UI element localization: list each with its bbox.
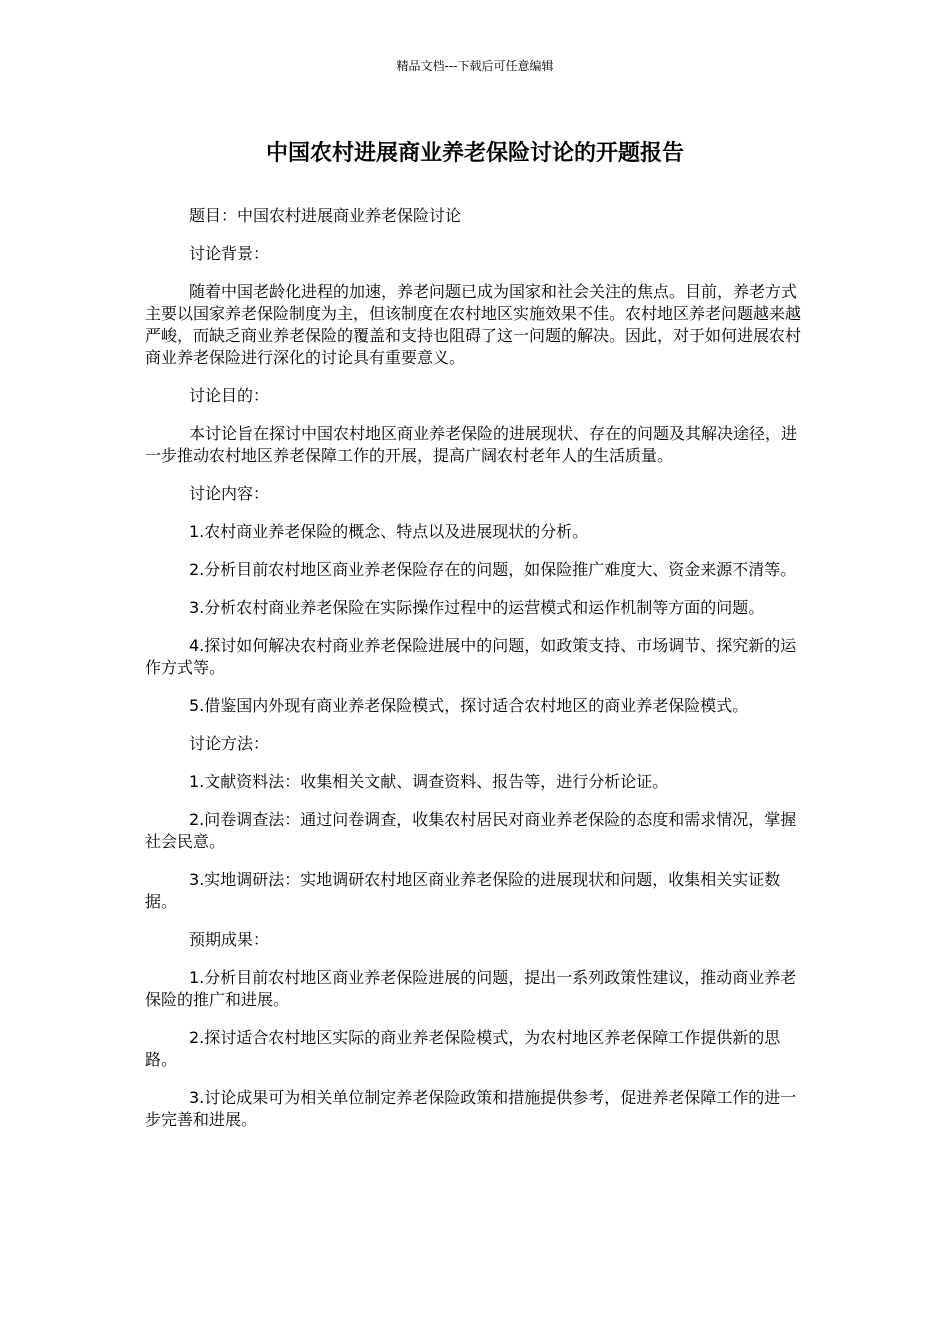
result-item: 2.探讨适合农村地区实际的商业养老保险模式，为农村地区养老保障工作提供新的思路。 [145, 1028, 781, 1069]
content-item: 1.农村商业养老保险的概念、特点以及进展现状的分析。 [189, 522, 589, 541]
background-paragraph: 随着中国老龄化进程的加速，养老问题已成为国家和社会关注的焦点。目前，养老方式主要以国家养老保险制度为主，但该制度在农村地区实施效果不佳。农村地区养老问题越来越严峻，而缺乏商业养老保险的覆盖和支持也阻碍了这一问题的解决。因此，对于如何进展农村商业养老保险进行深化的讨论具有重要意义。 [145, 282, 802, 367]
document-body [145, 205, 810, 1131]
document-title: 中国农村进展商业养老保险讨论的开题报告 [265, 141, 684, 166]
result-item: 3.讨论成果可为相关单位制定养老保险政策和措施提供参考，促进养老保障工作的进一步完善和进展。 [145, 1088, 797, 1129]
method-item: 1.文献资料法：收集相关文献、调查资料、报告等，进行分析论证。 [189, 772, 669, 791]
topic-line: 题目：中国农村进展商业养老保险讨论 [189, 206, 462, 225]
content-item: 2.分析目前农村地区商业养老保险存在的问题，如保险推广难度大、资金来源不清等。 [189, 560, 797, 579]
purpose-paragraph: 本讨论旨在探讨中国农村地区商业养老保险的进展现状、存在的问题及其解决途径，进一步推动农村地区养老保障工作的开展，提高广阔农村老年人的生活质量。 [145, 424, 798, 465]
result-item: 1.分析目前农村地区商业养老保险进展的问题，提出一系列政策性建议，推动商业养老保险的推广和进展。 [145, 968, 797, 1009]
section-heading-purpose: 讨论目的： [189, 386, 270, 405]
content-item: 3.分析农村商业养老保险在实际操作过程中的运营模式和运作机制等方面的问题。 [189, 598, 765, 617]
method-item: 3.实地调研法：实地调研农村地区商业养老保险的进展现状和问题，收集相关实证数据。 [145, 870, 781, 911]
section-heading-content: 讨论内容： [189, 484, 270, 503]
content-item: 4.探讨如何解决农村商业养老保险进展中的问题，如政策支持、市场调节、探究新的运作方式等。 [145, 636, 797, 677]
section-heading-background: 讨论背景： [189, 244, 270, 263]
page-header: 精品文档---下载后可任意编辑 [396, 59, 554, 73]
content-item: 5.借鉴国内外现有商业养老保险模式，探讨适合农村地区的商业养老保险模式。 [189, 696, 749, 715]
section-heading-methods: 讨论方法： [189, 734, 270, 753]
method-item: 2.问卷调查法：通过问卷调查，收集农村居民对商业养老保险的态度和需求情况，掌握社会民意。 [145, 810, 797, 851]
section-heading-results: 预期成果： [189, 930, 270, 949]
